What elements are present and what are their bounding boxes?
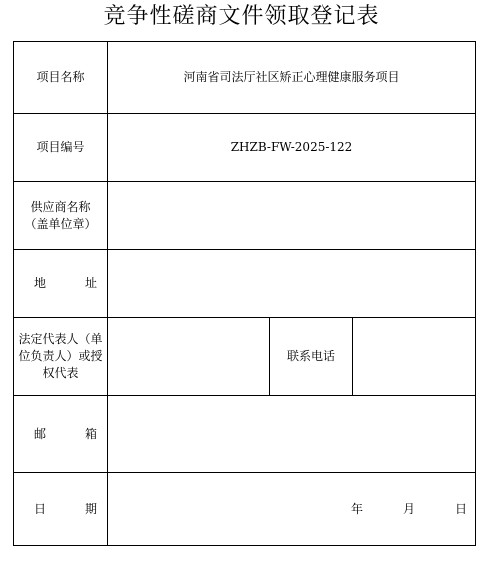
supplier-name-label: [14, 182, 108, 250]
date-month-label: 月: [403, 501, 416, 516]
email-field[interactable]: [108, 396, 476, 473]
legal-rep-label: 法定代表人（单位负责人）或授权代表: [18, 332, 103, 380]
project-number-label: 项目编号: [14, 114, 108, 182]
registration-form-table: [13, 41, 476, 546]
row-date: [14, 473, 476, 546]
legal-rep-label-cell: [14, 318, 108, 396]
date-label: [14, 473, 108, 546]
address-field[interactable]: [108, 250, 476, 318]
date-label-char1: 日: [34, 501, 47, 516]
project-name-value: 河南省司法厅社区矫正心理健康服务项目: [108, 42, 476, 114]
supplier-name-field[interactable]: [108, 182, 476, 250]
date-label-char2: 期: [84, 501, 97, 516]
date-year-label: 年: [350, 501, 363, 516]
row-project-name: [14, 42, 476, 114]
phone-field[interactable]: [353, 318, 476, 396]
date-day-label: 日: [455, 501, 468, 516]
row-email: [14, 396, 476, 473]
email-label-char2: 箱: [84, 426, 97, 441]
email-label: [14, 396, 108, 473]
row-project-number: [14, 114, 476, 182]
row-address: [14, 250, 476, 318]
project-number-value: ZHZB-FW-2025-122: [108, 114, 476, 182]
address-label: [14, 250, 108, 318]
legal-rep-field[interactable]: [108, 318, 270, 396]
form-title: 竞争性磋商文件领取登记表: [103, 4, 380, 29]
phone-label: 联系电话: [270, 318, 353, 396]
date-field[interactable]: [108, 473, 476, 546]
row-legal-rep: [14, 318, 476, 396]
supplier-name-label-line1: 供应商名称: [30, 199, 91, 214]
email-label-char1: 邮: [34, 426, 47, 441]
address-label-char2: 址: [84, 276, 97, 290]
address-label-char1: 地: [34, 276, 47, 290]
row-supplier-name: [14, 182, 476, 250]
supplier-name-label-line2: （盖单位章）: [24, 216, 97, 231]
project-name-label: 项目名称: [14, 42, 108, 114]
